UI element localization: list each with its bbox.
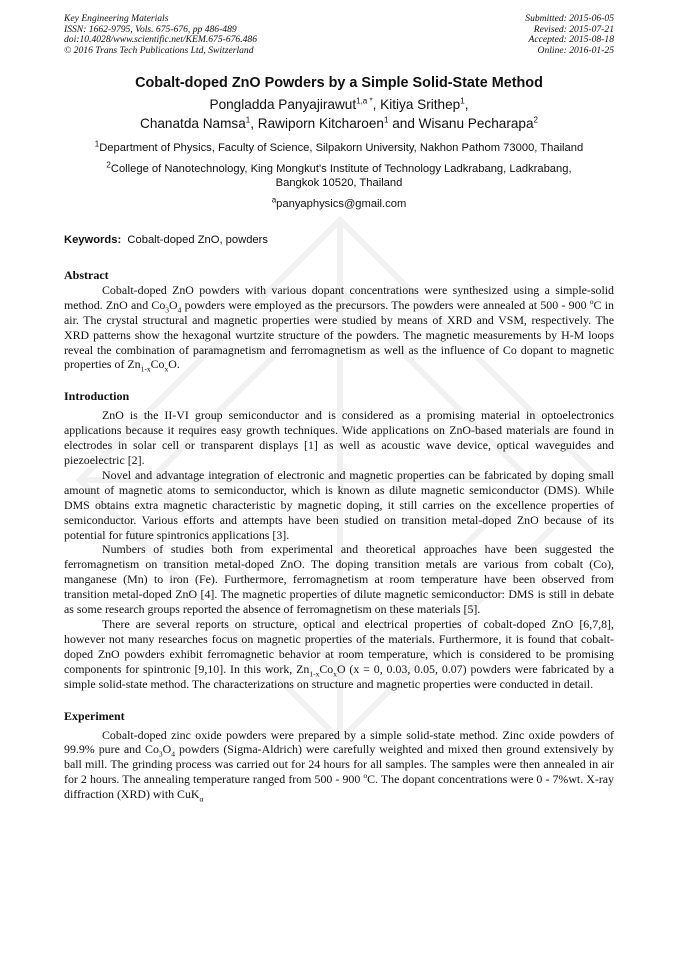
experiment-heading: Experiment [64, 708, 125, 723]
keywords-label: Keywords: [64, 233, 122, 246]
author-affiliation-mark: 2 [533, 115, 538, 125]
author-name: , Rawiporn Kitcharoen [250, 116, 384, 132]
introduction-heading: Introduction [64, 389, 130, 404]
paper-title: Cobalt-doped ZnO Powders by a Simple Solid-State Method [135, 75, 543, 92]
author-list: Pongladda Panyajirawut$^{1,a *}$, Kitiya Srithep$^1$, Chanatda Namsa$^1$, Rawiporn Kitcharoen$^1$ and Wisanu Pecharapa$^2$ [140, 96, 538, 132]
date-submitted: Submitted: 2015-06-05 [525, 13, 614, 24]
affiliation-text: College of Nanotechnology, King Mongkut's Institute of Technology Ladkrabang, Ladkrabang, Bangkok 10520, Thailand [110, 162, 572, 190]
author-name: Chanatda Namsa [140, 116, 246, 132]
journal-name: Key Engineering Materials [64, 13, 169, 24]
intro-paragraph-2: Novel and advantage integration of electronic and magnetic properties can be fabricated by doping small amount of magnetic atoms to semiconductor, which is known as dilute magnetic semiconductor (DMS). While DMS obtains extra magnetic characteristic by magnetic doping, it still carries on the excellence properties of semiconductor. Various efforts and attempts have been studied on transition metal-doped ZnO because of its potential for future spintronics applications [3]. [64, 467, 614, 542]
journal-issn: ISSN: 1662-9795, Vols. 675-676, pp 486-489 [64, 23, 237, 35]
journal-doi: doi:10.4028/www.scientific.net/KEM.675-676.486 [64, 34, 258, 46]
intro-paragraph-1: ZnO is the II-VI group semiconductor and is considered as a promising material in optoelectronics applications because it requires easy growth techniques. Wide applications on ZnO-based materials are found in electrodes in solar cell or transparent displays [1] as well as acoustic wave device, optical waveguides and piezoelectric [2]. [64, 408, 614, 468]
abstract-text: Cobalt-doped ZnO powders with various dopant concentrations were synthesized using a simple-solid method. ZnO and $Co_3O_4$ powders were employed as the precursors. The powders were annealed at 500 - 900 $^o$C in air. The crystal structural and magnetic properties were studied by means of XRD and VSM, respectively. The XRD patterns show the hexagonal wurtzite structure of the powders. The magnetic measurements by H-M loops reveal the combination of paramagnetism and ferromagnetism as well as the influence of Co dopant to magnetic properties of $Zn_{1-x}Co_xO$. [64, 282, 614, 374]
date-revised: Revised: 2015-07-21 [533, 23, 614, 35]
paper-page [64, 14, 614, 802]
journal-copyright: © 2016 Trans Tech Publications Ltd, Switzerland [64, 44, 254, 56]
date-online: Online: 2016-01-25 [537, 44, 614, 56]
keywords-text: Cobalt-doped ZnO, powders [121, 233, 268, 246]
email-mark: a [271, 195, 277, 205]
author-affiliation-mark: 1 [245, 115, 251, 125]
author-name: Pongladda Panyajirawut [209, 97, 357, 113]
affiliation-2 [64, 162, 614, 191]
affiliation-1 [64, 141, 614, 156]
author-affiliation-mark: 1,a * [356, 96, 373, 106]
affiliation-mark: 2 [106, 160, 111, 170]
author-affiliation-mark: 1 [384, 115, 389, 125]
abstract-heading: Abstract [64, 267, 109, 282]
journal-header [64, 14, 614, 56]
intro-paragraph-4: There are several reports on structure, optical and electrical properties of cobalt-doped ZnO [6,7,8], however not many researches focus on magnetic properties of the materials. Furthermore, it is found that cobalt-doped ZnO powders exhibit ferromagnetic behavior at room temperature, which is considered to be promising components for spintronic [9,10]. In this work, $Zn_{1-x}Co_xO$ (x = 0, 0.03, 0.05, 0.07) powders were fabricated by a simple solid-state method. The characterizations on structure and magnetic properties were conducted in detail. [64, 617, 614, 691]
corresponding-email [64, 197, 614, 211]
email-text: panyaphysics@gmail.com [276, 197, 407, 210]
experiment-paragraph: Cobalt-doped zinc oxide powders were prepared by a simple solid-state method. Zinc oxide powders of 99.9% pure and $Co_3O_4$ powders (Sigma-Aldrich) were carefully weighted and mixed then ground extensively by ball mill. The grinding process was carried out for 24 hours for all samples. The samples were then annealed in air for 2 hours. The annealing temperature ranged from 500 - 900 $^o$C. The dopant concentrations were 0 - 7%wt. X-ray diffraction (XRD) with CuK$_\alpha$ [64, 727, 615, 804]
author-affiliation-mark: 1 [460, 96, 465, 106]
keywords [64, 233, 614, 247]
author-name: , Kitiya Srithep [372, 97, 461, 113]
date-accepted: Accepted: 2015-08-18 [528, 34, 614, 46]
author-name: and Wisanu Pecharapa [388, 116, 534, 132]
affiliation-mark: 1 [94, 139, 100, 149]
introduction-section [64, 389, 614, 691]
abstract-section [64, 268, 614, 372]
intro-paragraph-3: Numbers of studies both from experimental and theoretical approaches have been suggested the ferromagnetism on transition metal-doped ZnO. The doping transition metals are various from cobalt (Co), manganese (Mn) to iron (Fe). Furthermore, ferromagnetism at room temperature have been observed from transition metal-doped ZnO [4]. The magnetic properties of dilute magnetic semiconductor: DMS is still in debate as some research groups reported the absence of ferromagnetism on these materials [5]. [64, 542, 614, 617]
experiment-section [64, 709, 614, 803]
affiliation-text: Department of Physics, Faculty of Science, Silpakorn University, Nakhon Pathom 73000, Thailand [99, 142, 584, 155]
